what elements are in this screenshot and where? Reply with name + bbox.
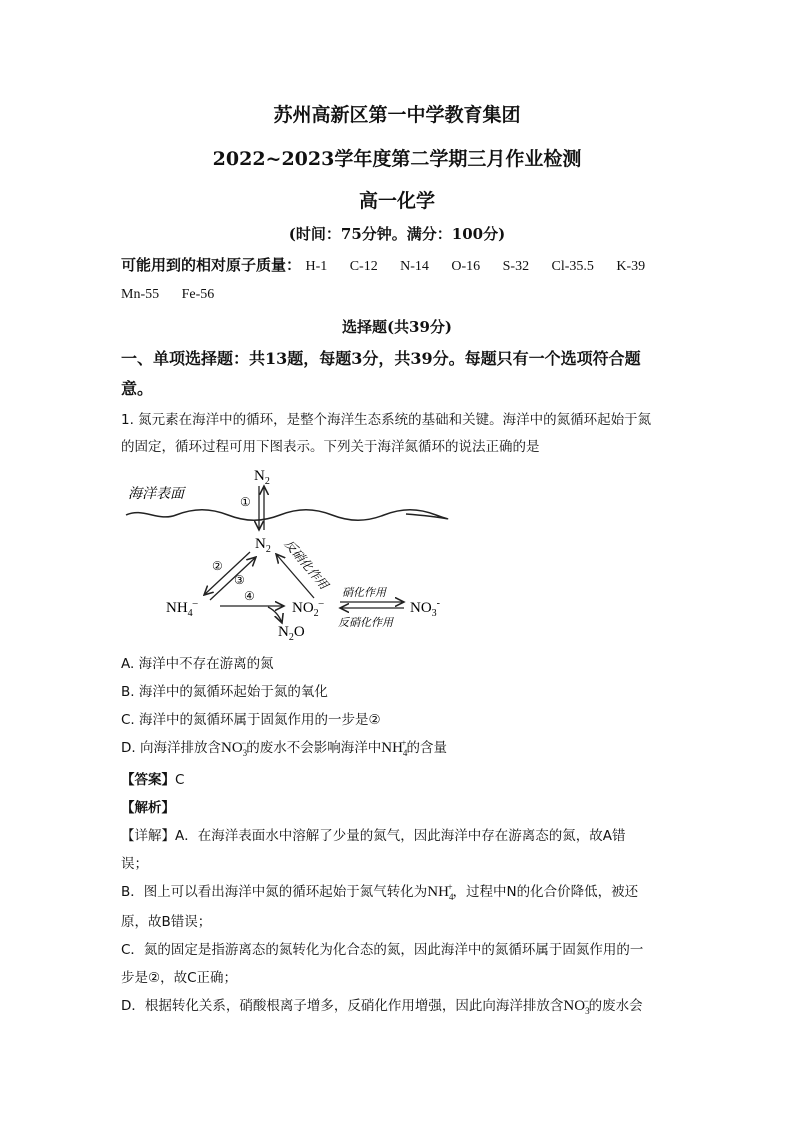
n2o-species: $N_2O$ <box>278 624 305 643</box>
nh4-species: $NH_4^-$ <box>166 598 198 619</box>
question-1-stem: 1. 氮元素在海洋中的循环，是整个海洋生态系统的基础和关键。海洋中的氮循环起始于氮 <box>121 412 652 428</box>
answer-line <box>121 768 184 788</box>
nitrification-label: 硝化作用 <box>342 587 386 599</box>
option-b: B. 海洋中的氮循环起始于氮的氧化 <box>121 684 328 700</box>
ion-nh4-formula: $NH_4^+$ <box>381 738 408 758</box>
exam-title: 2022~2023学年度第二学期三月作业检测 <box>212 148 582 170</box>
arrow-to-n2o <box>268 607 282 623</box>
mass-cl: Cl-35.5 <box>551 259 594 274</box>
detail-d: D．根据转化关系，硝酸根离子增多，反硝化作用增强，因此向海洋排放含$NO_3^-$的废水会 <box>121 996 643 1016</box>
detail-c: C．氮的固定是指游离态的氮转化为化合态的氮，因此海洋中的氮循环属于固氮作用的一 <box>121 942 644 958</box>
mass-o: O-16 <box>451 259 481 274</box>
sea-surface-wave <box>126 510 448 521</box>
school-name: 苏州高新区第一中学教育集团 <box>273 104 521 126</box>
mass-k: K-39 <box>616 259 646 274</box>
analysis-tag: 【解析】 <box>121 800 175 816</box>
option-a: A. 海洋中不存在游离的氮 <box>121 656 274 672</box>
section-instruction-cont: 意。 <box>121 379 154 398</box>
answer-value: C <box>175 772 185 788</box>
detail-b: B．图上可以看出海洋中氮的循环起始于氮气转化为$NH_4^+$，过程中N的化合价降低，被还 <box>121 882 639 902</box>
n2-dissolved: $N_2$ <box>255 536 271 555</box>
detail-a: 【详解】A．在海洋表面水中溶解了少量的氮气，因此海洋中存在游离态的氮，故A错 <box>121 828 626 844</box>
step-3-label: ③ <box>234 573 245 587</box>
step-2-label: ② <box>212 559 223 573</box>
mass-s: S-32 <box>502 259 530 274</box>
answer-tag: 【答案】 <box>121 772 175 788</box>
option-c: C. 海洋中的氮循环属于固氮作用的一步是② <box>121 712 381 728</box>
ion-no3-formula-2: $NO_3^-$ <box>563 996 590 1016</box>
mass-h: H-1 <box>305 259 328 274</box>
no3-species: $NO_3^-$ <box>410 598 441 619</box>
atomic-mass-line <box>121 254 663 275</box>
time-info: (时间：75分钟。满分：100分) <box>288 225 506 243</box>
mass-c: C-12 <box>349 259 378 274</box>
mass-mn: Mn-55 <box>121 287 160 302</box>
atomic-mass-line-2 <box>121 286 232 303</box>
n2-atmosphere: $N_2$ <box>254 468 270 487</box>
section-instruction: 一、单项选择题：共13题，每题3分，共39分。每题只有一个选项符合题 <box>121 349 641 368</box>
no2-species: $NO_2^-$ <box>292 598 324 619</box>
ion-nh4-formula-2: $NH_4^+$ <box>427 882 454 902</box>
step-4-label: ④ <box>244 589 255 603</box>
section-heading: 选择题(共39分) <box>341 318 453 336</box>
subject-title: 高一化学 <box>358 190 435 212</box>
question-1-stem-cont: 的固定，循环过程可用下图表示。下列关于海洋氮循环的说法正确的是 <box>121 439 540 455</box>
nitrogen-cycle-diagram <box>118 460 463 645</box>
step-1-label: ① <box>240 495 251 509</box>
atomic-mass-label: 可能用到的相对原子质量： <box>121 256 302 274</box>
mass-fe: Fe-56 <box>181 287 215 302</box>
sea-surface-label: 海洋表面 <box>128 487 184 502</box>
detail-tag: 【详解】 <box>121 828 175 844</box>
denitrification-label: 反硝化作用 <box>338 617 393 629</box>
detail-c-cont: 步是②，故C正确； <box>121 970 238 986</box>
detail-a-cont: 误； <box>121 856 148 872</box>
option-d: D. 向海洋排放含$NO_3^-$的废水不会影响海洋中$NH_4^+$的含量 <box>121 738 447 758</box>
detail-b-cont: 原，故B错误； <box>121 914 212 930</box>
denitrification-vertical-label: 反硝化作用 <box>281 536 332 592</box>
mass-n: N-14 <box>400 259 429 274</box>
ion-no3-formula: $NO_3^-$ <box>220 738 248 758</box>
